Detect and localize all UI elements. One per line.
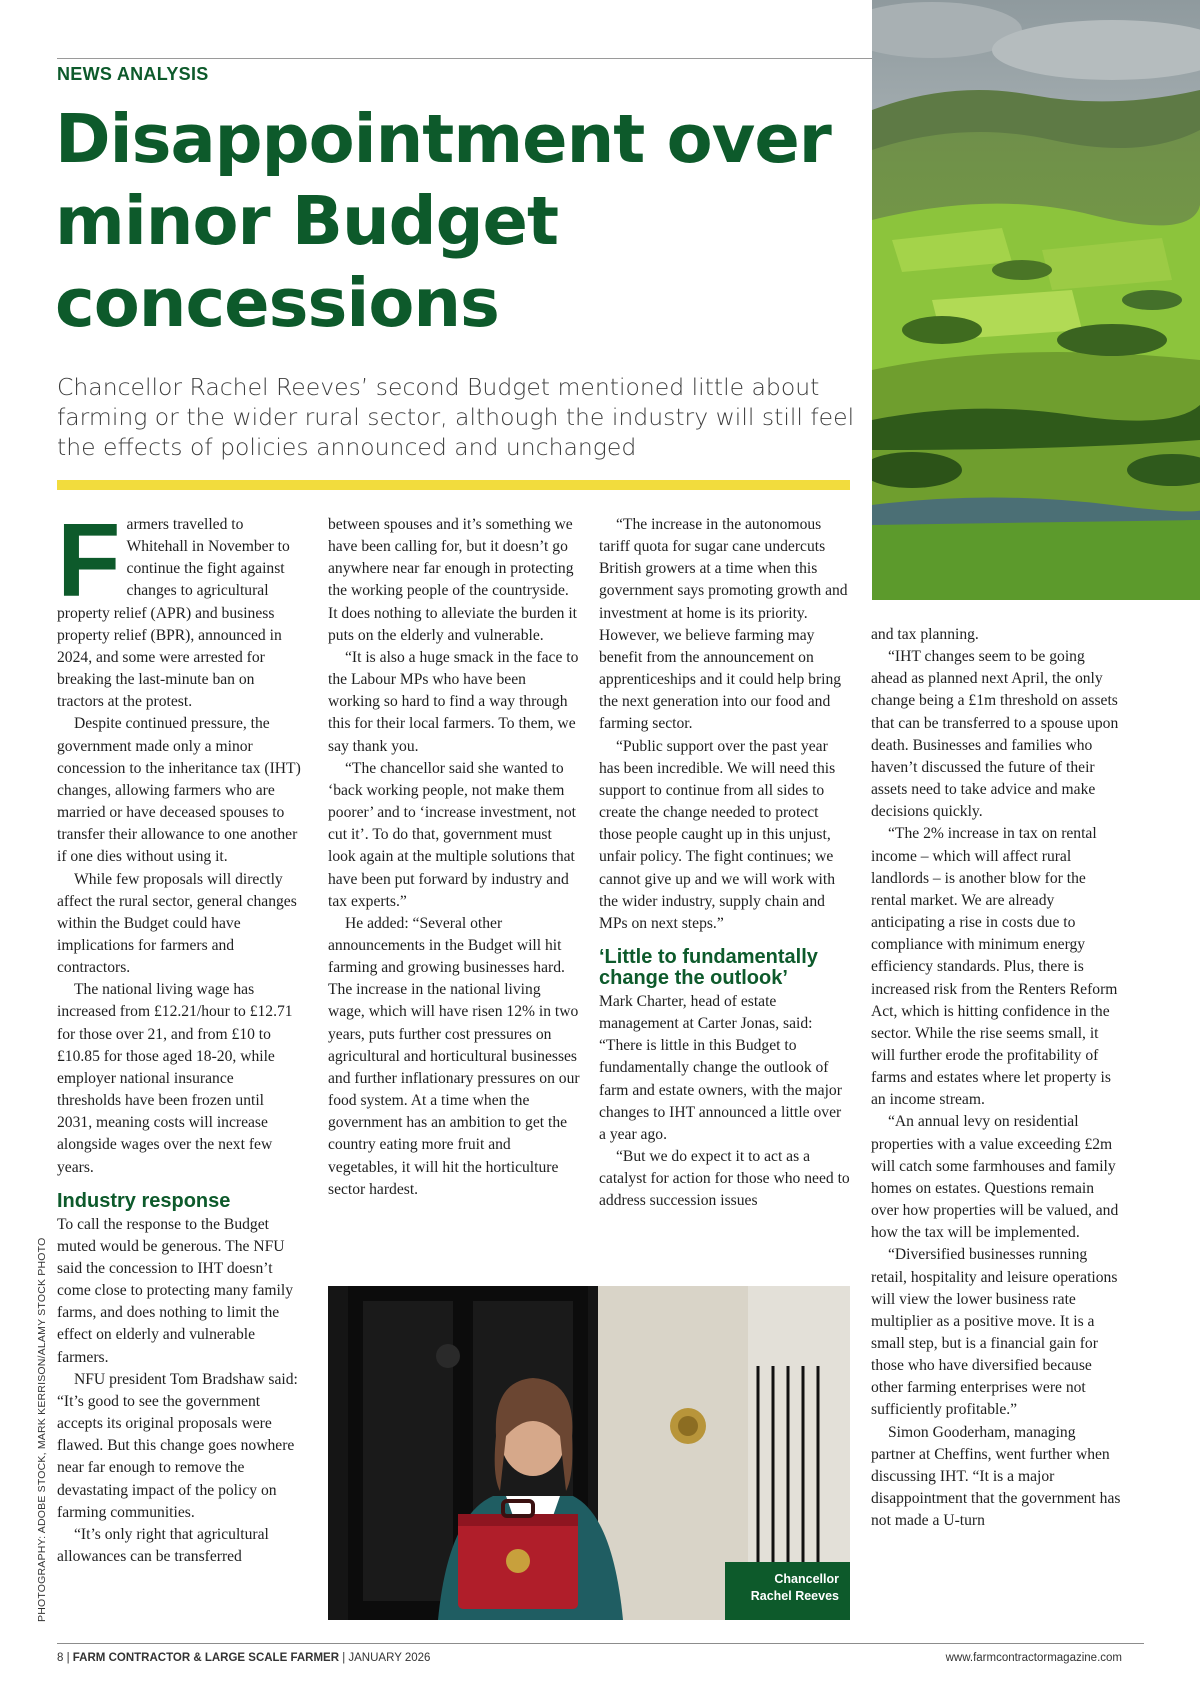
publication-name: FARM CONTRACTOR & LARGE SCALE FARMER xyxy=(72,1652,339,1664)
paragraph: NFU president Tom Bradshaw said: “It’s good to see the government accepts its original proposals were flawed. But this change goes nowhere near far enough to remove the devastating impact of the policy on farming communities. xyxy=(57,1370,298,1521)
subhead-little-to-change: ‘Little to fundamentally change the outlook’ xyxy=(599,945,818,989)
paragraph: armers travelled to Whitehall in November to continue the fight against changes to agricultural property relief (APR) and business property relief (BPR), announced in 2024, and some were arrested for breaking the last-minute ban on tractors at the protest. xyxy=(57,516,290,711)
paragraph: He added: “Several other announcements in the Budget will hit farming and growing businesses hard. The increase in the national living wage, which will have risen 12% in two years, puts further cost pressures on agricultural and horticultural businesses and further inflationary pressures on our food system. At a time when the government has an ambition to get the country eating more fruit and vegetables, it will hit the horticulture sector hardest. xyxy=(328,914,580,1198)
paragraph: To call the response to the Budget muted would be generous. The NFU said the concession to IHT doesn’t come close to protecting many family farms, and does nothing to limit the effect on elderly and vulnerable farmers. xyxy=(57,1215,294,1366)
paragraph: Despite continued pressure, the government made only a minor concession to the inheritance tax (IHT) changes, allowing farmers who are married or have deceased spouses to transfer their allowance to one another if one dies without using it. xyxy=(57,715,301,866)
paragraph: While few proposals will directly affect the rural sector, general changes within the Budget could have implications for farmers and contractors. xyxy=(57,870,297,977)
paragraph: Simon Gooderham, managing partner at Cheffins, went further when discussing IHT. “It is a major disappointment that the government has not made a U-turn xyxy=(871,1423,1121,1530)
paragraph: Mark Charter, head of estate management at Carter Jonas, said: “There is little in this Budget to fundamentally change the outlook of farm and estate owners, with the major changes to IHT announced a little over a year ago. xyxy=(599,992,842,1143)
chancellor-photo xyxy=(328,1286,850,1620)
article-column-2 xyxy=(328,514,580,1201)
article-column-1 xyxy=(57,503,301,1568)
paragraph: “Public support over the past year has been incredible. We will need this support to continue from all sides to create the change needed to protect those people caught up in this unjust, unfair policy. The fight continues; we cannot give up and we will work with the wider industry, supply chain and MPs on next steps.” xyxy=(599,737,836,932)
paragraph: The national living wage has increased from £12.21/hour to £12.71 for those over 21, and from £10 to £10.85 for those aged 18-20, while employer national insurance thresholds have been frozen until 2031, meaning costs will increase alongside wages over the next few years. xyxy=(57,981,293,1176)
paragraph: and tax planning. xyxy=(871,626,979,643)
caption-line: Chancellor xyxy=(774,1572,839,1586)
folio-divider: | xyxy=(66,1652,73,1664)
footer-folio xyxy=(57,1652,430,1664)
headline: Disappointment over minor Budget concessions xyxy=(55,100,831,342)
subhead-industry-response: Industry response xyxy=(57,1189,231,1212)
footer-rule xyxy=(57,1643,1144,1644)
paragraph: “Diversified businesses running retail, hospitality and leisure operations will view the lower business rate multiplier as a positive move. It is a small step, but is a financial gain for those who have diversified because other farming enterprises were not sufficiently profitable.” xyxy=(871,1246,1118,1419)
section-label: NEWS ANALYSIS xyxy=(57,64,209,84)
paragraph: “An annual levy on residential properties with a value exceeding £2m will catch some farmhouses and family homes on estates. Questions remain over how properties will be valued, and how the tax will be implemented. xyxy=(871,1113,1119,1242)
folio-divider: | xyxy=(342,1652,349,1664)
paragraph: “The chancellor said she wanted to ‘back working people, not make them poorer’ and to ‘increase investment, not cut it’. To do that, government must look again at the multiple solutions that have been put forward by industry and tax experts.” xyxy=(328,759,576,910)
paragraph: “But we do expect it to act as a catalyst for action for those who need to address succession issues xyxy=(599,1148,850,1210)
issue-date: JANUARY 2026 xyxy=(348,1652,431,1664)
paragraph: “The 2% increase in tax on rental income – which will affect rural landlords – is another blow for the rental market. We are already anticipating a rise in costs due to compliance with minimum energy efficiency standards. Plus, there is increased risk from the Renters Reform Act, which is hitting confidence in the sector. While the rise seems small, it will further erode the profitability of farms and estates where let property is an income stream. xyxy=(871,825,1118,1109)
countryside-landscape-image xyxy=(872,0,1200,600)
standfirst: Chancellor Rachel Reeves’ second Budget mentioned little about farming or the wider rural sector, although the industry will still feel the effects of policies announced and unchanged xyxy=(57,373,855,461)
photo-credit: PHOTOGRAPHY: ADOBE STOCK, MARK KERRISON/ALAMY STOCK PHOTO xyxy=(36,1237,48,1622)
top-rule xyxy=(57,58,872,59)
paragraph: “It is also a huge smack in the face to the Labour MPs who have been working so hard to find a way through this for their local farmers. To them, we say thank you. xyxy=(328,648,579,755)
paragraph: “The increase in the autonomous tariff quota for sugar cane undercuts British growers at a time when this government says promoting growth and investment at home is its priority. However, we believe farming may benefit from the announcement on apprenticeships and it could help bring the next generation into our food and farming sector. xyxy=(599,516,848,733)
photo-caption xyxy=(725,1562,850,1620)
accent-bar xyxy=(57,480,850,490)
paragraph: “It’s only right that agricultural allowances can be transferred xyxy=(57,1525,269,1566)
article-column-3 xyxy=(599,514,851,1213)
website-url: www.farmcontractormagazine.com xyxy=(945,1652,1122,1664)
drop-cap: F xyxy=(57,503,121,619)
article-column-4 xyxy=(871,624,1123,1532)
caption-line: Rachel Reeves xyxy=(750,1589,839,1603)
paragraph: between spouses and it’s something we have been calling for, but it doesn’t go anywhere near far enough in protecting the working people of the countryside. It does nothing to alleviate the burden it puts on the elderly and vulnerable. xyxy=(328,516,578,644)
paragraph: “IHT changes seem to be going ahead as planned next April, the only change being a £1m threshold on assets that can be transferred to a spouse upon death. Businesses and families who haven’t discussed the future of their assets need to take advice and make decisions quickly. xyxy=(871,648,1119,821)
page-number: 8 xyxy=(57,1652,64,1664)
